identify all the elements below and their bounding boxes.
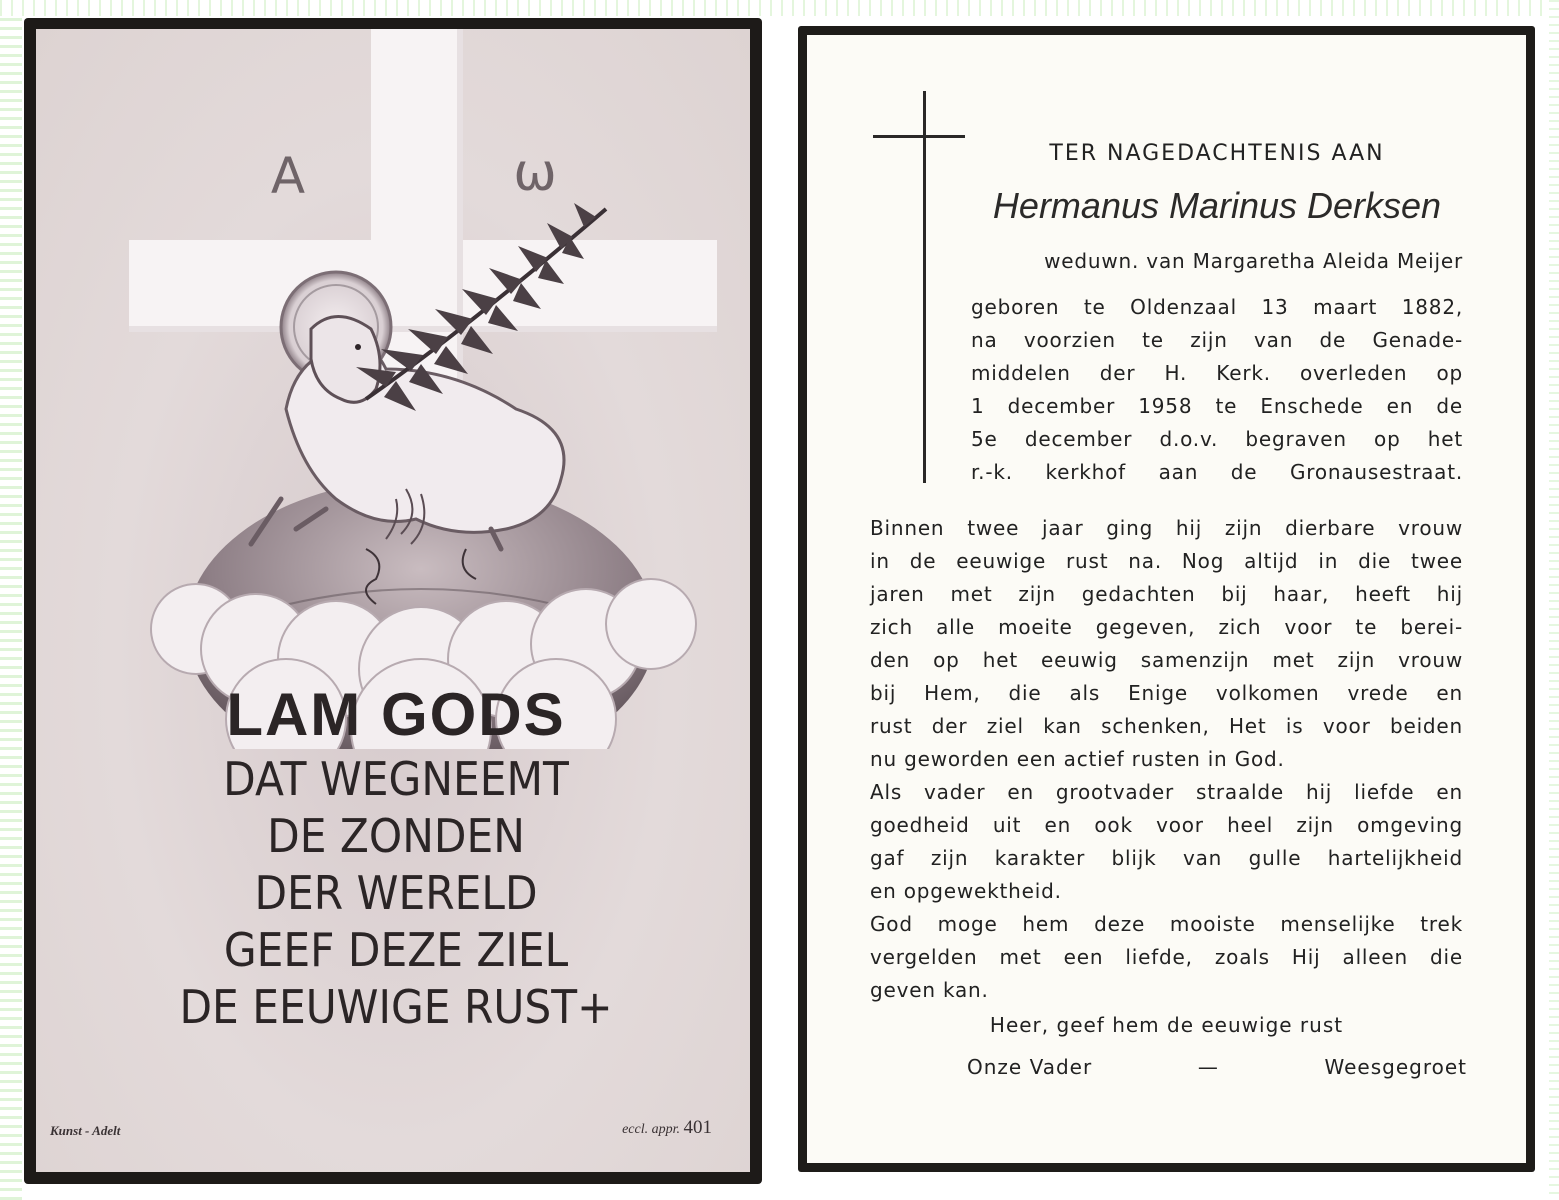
inscription-line: DAT WEGNEEMT — [223, 752, 569, 806]
detail-line: middelen der H. Kerk. overleden op — [971, 361, 1463, 385]
blessing-line: Heer, geef hem de eeuwige rust — [989, 1013, 1344, 1037]
inscription-line: DE ZONDEN — [267, 809, 525, 863]
paragraph-line: zich alle moeite gegeven, zich voor te berei- — [870, 615, 1463, 639]
paragraph-line: goedheid uit en ook voor heel zijn omgeving — [870, 813, 1463, 837]
palm-frond — [356, 203, 606, 411]
memorial-paragraph-1 — [870, 512, 1463, 776]
front-card-paper — [36, 29, 750, 1172]
publisher-credit: Kunst - Adelt — [50, 1123, 121, 1138]
back-card-paper — [807, 35, 1526, 1163]
paragraph-line: den op het eeuwig samenzijn met zijn vrouw — [870, 648, 1463, 672]
detail-line: 5e december d.o.v. begraven op het — [971, 427, 1463, 451]
omega-symbol: ω — [513, 143, 557, 203]
prayer-weesgegroet: Weesgegroet — [1324, 1055, 1467, 1079]
back-card — [798, 26, 1535, 1172]
life-details — [971, 291, 1463, 489]
detail-line: geboren te Oldenzaal 13 maart 1882, — [971, 295, 1463, 319]
ecclesiastical-approval — [622, 1117, 712, 1139]
inscription-line: DER WERELD — [254, 866, 538, 920]
paragraph-line: jaren met zijn gedachten bij haar, heeft hij — [870, 582, 1463, 606]
memorial-paragraph-3 — [870, 908, 1463, 1007]
paragraph-line: bij Hem, die als Enige volkomen vrede en — [870, 681, 1463, 705]
prayer-separator: — — [1197, 1055, 1219, 1079]
detail-line: r.-k. kerkhof aan de Gronausestraat. — [971, 460, 1463, 484]
paragraph-line: gaf zijn karakter blijk van gulle hartelijkheid — [870, 846, 1463, 870]
front-title: LAM GODS — [226, 681, 566, 748]
prayers-line — [967, 1055, 1467, 1079]
inscription-line: DE EEUWIGE RUST+ — [179, 980, 613, 1034]
paragraph-line: in de eeuwige rust na. Nog altijd in die twee — [870, 549, 1463, 573]
approval-label: eccl. appr. — [622, 1122, 680, 1137]
cross-icon — [923, 91, 926, 483]
paragraph-line: nu geworden een actief rusten in God. — [870, 747, 1285, 771]
front-card — [24, 18, 762, 1184]
paragraph-line: vergelden met een liefde, zoals Hij alleen die — [870, 945, 1463, 969]
memorial-heading: TER NAGEDACHTENIS AAN — [1049, 141, 1385, 166]
detail-line: 1 december 1958 te Enschede en de — [971, 394, 1463, 418]
scan-edge-right — [1549, 0, 1559, 1200]
prayer-onze-vader: Onze Vader — [967, 1055, 1093, 1079]
paragraph-line: geven kan. — [870, 978, 989, 1002]
paragraph-line: Als vader en grootvader straalde hij liefde en — [870, 780, 1463, 804]
alpha-symbol: A — [270, 147, 306, 205]
paragraph-line: rust der ziel kan schenken, Het is voor beiden — [870, 714, 1463, 738]
paragraph-line: Binnen twee jaar ging hij zijn dierbare vrouw — [870, 516, 1463, 540]
paragraph-line: God moge hem deze mooiste menselijke trek — [870, 912, 1463, 936]
detail-line: na voorzien te zijn van de Genade- — [971, 328, 1463, 352]
memorial-paragraph-2 — [870, 776, 1463, 908]
scan-edge-top — [0, 0, 1559, 16]
scan-edge-left — [0, 0, 22, 1200]
lamb-of-god-illustration — [36, 29, 750, 749]
widower-line: weduwn. van Margaretha Aleida Meijer — [1044, 249, 1463, 273]
cross-icon-bar — [873, 135, 965, 138]
front-inscription — [126, 679, 666, 1036]
deceased-name: Hermanus Marinus Derksen — [992, 185, 1442, 226]
approval-number: 401 — [683, 1117, 712, 1138]
paragraph-line: en opgewektheid. — [870, 879, 1062, 903]
inscription-line: GEEF DEZE ZIEL — [223, 923, 569, 977]
